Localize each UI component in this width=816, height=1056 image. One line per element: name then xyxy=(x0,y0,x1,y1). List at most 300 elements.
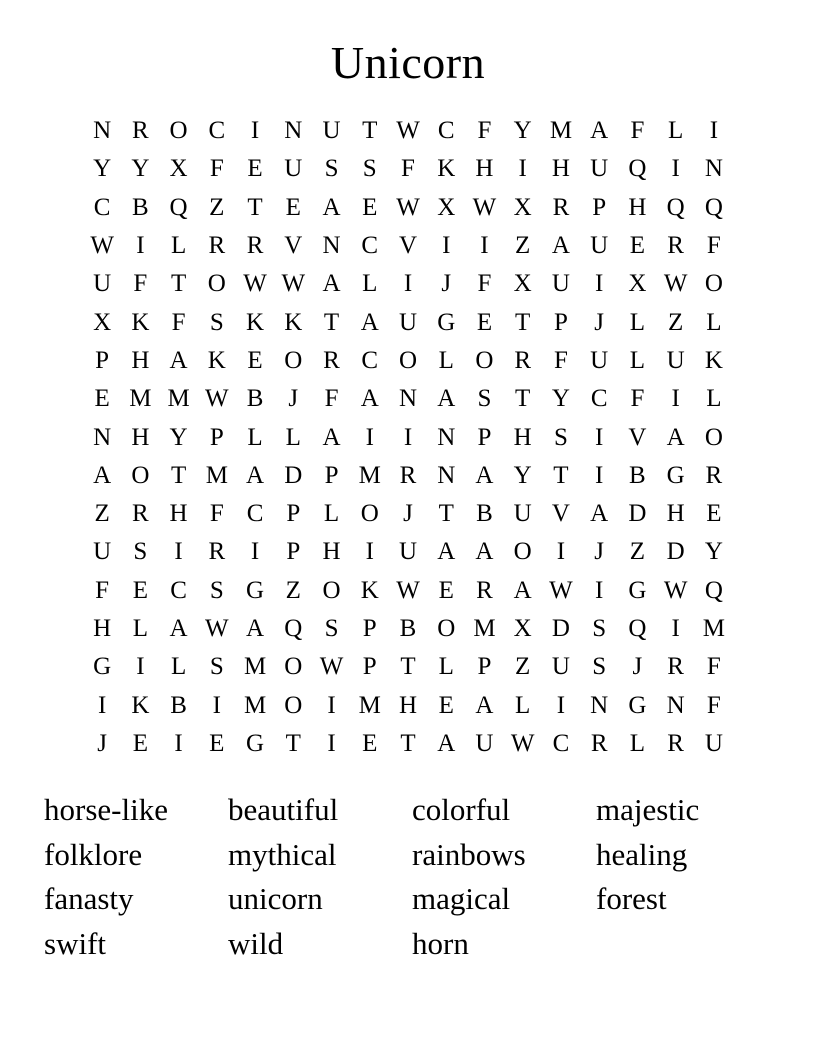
grid-letter: P xyxy=(286,500,301,528)
grid-letter: R xyxy=(399,461,417,489)
grid-letter: F xyxy=(209,155,224,183)
grid-letter: W xyxy=(205,615,229,642)
grid-letter: E xyxy=(285,193,301,221)
grid-letter: L xyxy=(629,729,646,757)
grid-letter: F xyxy=(209,500,224,528)
grid-letter: U xyxy=(284,155,303,183)
grid-letter: U xyxy=(704,729,723,757)
grid-letter: L xyxy=(170,653,187,681)
grid-letter: I xyxy=(556,538,566,566)
grid-letter: C xyxy=(590,385,608,413)
grid-letter: Y xyxy=(169,423,188,451)
grid-letter: O xyxy=(398,346,418,374)
grid-letter: J xyxy=(97,729,107,757)
grid-letter: R xyxy=(667,232,684,260)
grid-letter: L xyxy=(706,308,722,336)
grid-letter: Q xyxy=(666,193,685,221)
grid-letter: P xyxy=(362,653,377,681)
grid-letter: S xyxy=(477,385,492,413)
grid-letter: A xyxy=(246,461,265,489)
grid-letter: K xyxy=(437,155,456,183)
grid-letter: B xyxy=(170,691,187,719)
grid-letter: A xyxy=(322,270,341,298)
grid-letter: G xyxy=(246,729,265,757)
word-item: colorful xyxy=(412,792,511,828)
grid-letter: T xyxy=(170,461,187,489)
grid-letter: B xyxy=(246,385,264,413)
grid-letter: C xyxy=(246,500,264,528)
puzzle-title: Unicorn xyxy=(330,37,486,88)
grid-letter: E xyxy=(476,308,493,336)
word-list xyxy=(44,788,816,966)
grid-letter: C xyxy=(93,193,111,221)
word-item: healing xyxy=(596,836,688,872)
grid-letter: H xyxy=(131,423,150,451)
grid-letter: I xyxy=(709,117,719,145)
grid-letter: L xyxy=(667,117,684,145)
grid-letter: V xyxy=(551,500,570,528)
grid-letter: N xyxy=(666,691,685,719)
grid-letter: Z xyxy=(515,653,531,681)
grid-letter: O xyxy=(322,576,341,604)
grid-letter: X xyxy=(169,155,188,183)
grid-letter: M xyxy=(243,653,267,681)
grid-letter: E xyxy=(132,729,148,757)
grid-letter: W xyxy=(510,729,535,757)
grid-letter: H xyxy=(169,500,188,528)
grid-letter: Y xyxy=(704,538,723,566)
grid-letter: S xyxy=(209,576,224,604)
grid-letter: M xyxy=(702,615,725,642)
grid-letter: I xyxy=(174,729,183,757)
grid-letter: D xyxy=(551,615,570,642)
grid-letter: U xyxy=(475,729,494,757)
grid-letter: M xyxy=(167,385,190,413)
grid-letter: L xyxy=(706,385,722,413)
grid-letter: I xyxy=(403,423,413,451)
grid-letter: I xyxy=(365,538,374,566)
grid-letter: W xyxy=(663,576,688,604)
grid-letter: P xyxy=(592,193,607,221)
grid-letter: M xyxy=(473,615,496,642)
grid-letter: U xyxy=(590,232,609,260)
grid-letter: U xyxy=(551,270,570,298)
grid-letter: W xyxy=(243,270,267,298)
grid-letter: W xyxy=(396,117,420,145)
grid-letter: X xyxy=(628,270,647,298)
grid-letter: Z xyxy=(667,308,684,336)
word-item: magical xyxy=(412,881,511,917)
grid-letter: G xyxy=(93,653,112,681)
grid-letter: N xyxy=(93,117,112,145)
grid-letter: Y xyxy=(513,117,532,145)
grid-letter: I xyxy=(671,385,680,413)
grid-letter: L xyxy=(323,500,340,528)
grid-letter: S xyxy=(592,615,607,642)
grid-letter: T xyxy=(553,461,569,489)
grid-letter: W xyxy=(319,653,344,681)
grid-letter: Q xyxy=(284,615,303,642)
grid-letter: F xyxy=(630,385,645,413)
grid-letter: D xyxy=(666,538,685,566)
grid-letter: U xyxy=(93,270,112,298)
grid-letter: A xyxy=(437,538,456,566)
grid-letter: R xyxy=(552,193,570,221)
grid-letter: L xyxy=(247,423,263,451)
grid-letter: E xyxy=(247,346,263,374)
grid-letter: O xyxy=(284,346,303,374)
grid-letter: M xyxy=(129,385,152,413)
grid-letter: H xyxy=(322,538,341,566)
grid-letter: U xyxy=(398,538,418,566)
grid-letter: R xyxy=(132,500,149,528)
grid-letter: R xyxy=(590,729,608,757)
grid-letter: A xyxy=(437,385,456,413)
grid-letter: F xyxy=(171,308,186,336)
grid-letter: L xyxy=(170,232,187,260)
grid-letter: Q xyxy=(704,576,723,604)
grid-letter: P xyxy=(553,308,568,336)
grid-letter: A xyxy=(475,691,494,719)
grid-letter: Z xyxy=(285,576,301,604)
grid-letter: D xyxy=(628,500,647,528)
grid-letter: I xyxy=(212,691,221,719)
word-item: horse-like xyxy=(44,792,168,828)
grid-letter: C xyxy=(361,232,379,260)
grid-letter: H xyxy=(551,155,570,183)
grid-letter: M xyxy=(358,461,381,489)
grid-letter: H xyxy=(628,193,647,221)
grid-letter: J xyxy=(594,538,605,566)
grid-letter: N xyxy=(284,117,303,145)
grid-letter: A xyxy=(93,461,112,489)
grid-letter: W xyxy=(205,385,229,413)
grid-letter: W xyxy=(549,576,573,604)
grid-letter: R xyxy=(208,232,226,260)
grid-letter: R xyxy=(476,576,493,604)
grid-letter: T xyxy=(400,653,416,681)
grid-letter: R xyxy=(246,232,264,260)
grid-letter: L xyxy=(515,691,531,719)
grid-letter: B xyxy=(476,500,493,528)
grid-letter: X xyxy=(93,308,112,336)
grid-letter: B xyxy=(132,193,149,221)
grid-letter: S xyxy=(324,615,339,642)
grid-letter: N xyxy=(437,423,456,451)
grid-letter: F xyxy=(324,385,339,413)
grid-letter: Q xyxy=(628,155,647,183)
grid-letter: I xyxy=(365,423,374,451)
grid-letter: I xyxy=(595,576,604,604)
grid-letter: I xyxy=(136,232,145,260)
grid-letter: Z xyxy=(94,500,110,528)
grid-letter: E xyxy=(209,729,225,757)
word-item: unicorn xyxy=(228,881,323,917)
grid-letter: O xyxy=(513,538,532,566)
grid-letter: E xyxy=(94,385,110,413)
grid-letter: E xyxy=(706,500,722,528)
grid-letter: L xyxy=(362,270,378,298)
grid-letter: T xyxy=(400,729,416,757)
grid-letter: K xyxy=(131,308,150,336)
grid-letter: I xyxy=(403,270,413,298)
grid-letter: W xyxy=(472,193,497,221)
word-item: wild xyxy=(228,925,284,961)
grid-letter: O xyxy=(284,691,303,719)
grid-letter: C xyxy=(552,729,570,757)
grid-letter: U xyxy=(322,117,341,145)
grid-letter: T xyxy=(515,385,531,413)
word-item: mythical xyxy=(228,836,337,872)
grid-letter: J xyxy=(594,308,605,336)
grid-letter: A xyxy=(360,308,379,336)
grid-letter: T xyxy=(362,117,378,145)
grid-letter: S xyxy=(592,653,607,681)
grid-letter: W xyxy=(396,193,420,221)
grid-letter: T xyxy=(170,270,187,298)
grid-letter: A xyxy=(322,193,341,221)
grid-letter: F xyxy=(477,117,492,145)
grid-letter: Y xyxy=(513,461,532,489)
grid-letter: U xyxy=(398,308,418,336)
word-item: forest xyxy=(596,881,667,917)
grid-letter: E xyxy=(438,576,454,604)
grid-letter: J xyxy=(441,270,452,298)
grid-letter: I xyxy=(671,615,680,642)
grid-letter: U xyxy=(513,500,532,528)
grid-letter: Z xyxy=(629,538,646,566)
grid-letter: W xyxy=(90,232,114,260)
grid-letter: O xyxy=(207,270,226,298)
grid-letter: V xyxy=(628,423,647,451)
grid-letter: O xyxy=(437,615,456,642)
word-item: beautiful xyxy=(228,792,339,828)
grid-letter: E xyxy=(629,232,646,260)
grid-letter: K xyxy=(284,308,303,336)
grid-letter: C xyxy=(361,346,379,374)
grid-letter: P xyxy=(209,423,224,451)
grid-letter: A xyxy=(551,232,570,260)
grid-letter: A xyxy=(590,500,609,528)
grid-letter: F xyxy=(477,270,492,298)
grid-letter: I xyxy=(480,232,489,260)
grid-letter: C xyxy=(437,117,455,145)
grid-letter: N xyxy=(93,423,112,451)
grid-letter: I xyxy=(250,117,260,145)
grid-letter: R xyxy=(705,461,723,489)
grid-letter: P xyxy=(95,346,110,374)
grid-letter: F xyxy=(95,576,110,604)
grid-letter: I xyxy=(595,461,604,489)
grid-letter: O xyxy=(475,346,494,374)
grid-letter: W xyxy=(396,576,420,604)
grid-letter: F xyxy=(401,155,415,183)
grid-letter: T xyxy=(247,193,263,221)
grid-letter: Z xyxy=(515,232,531,260)
grid-letter: I xyxy=(595,423,604,451)
grid-letter: Q xyxy=(628,615,647,642)
grid-letter: P xyxy=(477,653,492,681)
word-item: majestic xyxy=(596,792,700,828)
grid-letter: N xyxy=(704,155,723,183)
grid-letter: T xyxy=(323,308,340,336)
grid-letter: E xyxy=(362,193,378,221)
grid-letter: M xyxy=(243,691,267,719)
grid-letter: X xyxy=(513,193,532,221)
grid-letter: Y xyxy=(131,155,150,183)
grid-letter: W xyxy=(281,270,306,298)
grid-letter: F xyxy=(133,270,148,298)
grid-letter: F xyxy=(706,653,721,681)
word-item: swift xyxy=(44,925,106,961)
grid-letter: A xyxy=(360,385,379,413)
grid-letter: R xyxy=(132,117,149,145)
grid-letter: P xyxy=(286,538,301,566)
grid-letter: K xyxy=(246,308,265,336)
grid-letter: G xyxy=(628,691,647,719)
grid-letter: A xyxy=(513,576,532,604)
grid-letter: E xyxy=(438,691,454,719)
grid-letter: G xyxy=(246,576,265,604)
grid-letter: I xyxy=(250,538,260,566)
grid-letter: O xyxy=(360,500,379,528)
grid-letter: S xyxy=(133,538,148,566)
grid-letter: N xyxy=(590,691,609,719)
word-item: rainbows xyxy=(412,836,526,872)
grid-letter: A xyxy=(169,346,188,374)
grid-letter: T xyxy=(438,500,454,528)
grid-letter: I xyxy=(556,691,566,719)
grid-letter: S xyxy=(209,308,224,336)
grid-letter: A xyxy=(475,461,494,489)
grid-letter: J xyxy=(632,653,643,681)
grid-letter: A xyxy=(322,423,341,451)
grid-letter: A xyxy=(437,729,456,757)
grid-letter: B xyxy=(399,615,417,642)
grid-letter: Y xyxy=(93,155,112,183)
grid-letter: X xyxy=(437,193,456,221)
grid-letter: R xyxy=(323,346,340,374)
grid-letter: I xyxy=(97,691,107,719)
grid-letter: Q xyxy=(704,193,723,221)
grid-letter: Y xyxy=(551,385,570,413)
grid-letter: L xyxy=(629,346,646,374)
grid-letter: K xyxy=(131,691,150,719)
grid-letter: J xyxy=(403,500,413,528)
grid-letter: K xyxy=(360,576,379,604)
grid-letter: L xyxy=(438,653,454,681)
grid-letter: V xyxy=(398,232,418,260)
grid-letter: O xyxy=(169,117,188,145)
grid-letter: H xyxy=(475,155,494,183)
grid-letter: T xyxy=(285,729,301,757)
grid-letter: H xyxy=(131,346,150,374)
grid-letter: I xyxy=(327,691,336,719)
grid-letter: H xyxy=(513,423,532,451)
grid-letter: M xyxy=(205,461,228,489)
grid-letter: U xyxy=(551,653,570,681)
grid-letter: U xyxy=(590,155,609,183)
grid-letter: P xyxy=(477,423,492,451)
grid-letter: T xyxy=(515,308,531,336)
grid-letter: I xyxy=(327,729,336,757)
grid-letter: M xyxy=(549,117,573,145)
grid-letter: H xyxy=(666,500,685,528)
letter-grid xyxy=(83,112,733,763)
grid-letter: E xyxy=(247,155,263,183)
grid-letter: I xyxy=(518,155,527,183)
grid-letter: L xyxy=(285,423,301,451)
grid-letter: S xyxy=(553,423,568,451)
grid-letter: G xyxy=(437,308,456,336)
grid-letter: U xyxy=(590,346,609,374)
grid-letter: F xyxy=(630,117,645,145)
grid-letter: X xyxy=(513,615,532,642)
grid-letter: A xyxy=(246,615,265,642)
grid-letter: V xyxy=(284,232,303,260)
grid-letter: S xyxy=(209,653,224,681)
grid-letter: Z xyxy=(209,193,225,221)
grid-letter: P xyxy=(324,461,339,489)
grid-letter: R xyxy=(667,729,684,757)
grid-letter: B xyxy=(629,461,646,489)
grid-letter: K xyxy=(704,346,723,374)
grid-letter: G xyxy=(628,576,647,604)
grid-letter: H xyxy=(398,691,418,719)
word-item: horn xyxy=(412,925,469,961)
grid-letter: R xyxy=(514,346,532,374)
word-item: folklore xyxy=(44,836,143,872)
word-item: fanasty xyxy=(44,881,134,917)
grid-letter: G xyxy=(666,461,685,489)
grid-letter: S xyxy=(324,155,339,183)
grid-letter: I xyxy=(174,538,183,566)
grid-letter: A xyxy=(475,538,494,566)
grid-letter: X xyxy=(513,270,532,298)
grid-letter: C xyxy=(208,117,226,145)
grid-letter: I xyxy=(442,232,451,260)
grid-letter: I xyxy=(136,653,145,681)
grid-letter: W xyxy=(663,270,688,298)
grid-letter: A xyxy=(590,117,609,145)
grid-letter: H xyxy=(93,615,112,642)
grid-letter: U xyxy=(93,538,112,566)
grid-letter: L xyxy=(438,346,454,374)
grid-letter: J xyxy=(288,385,299,413)
grid-letter: I xyxy=(595,270,604,298)
grid-letter: E xyxy=(362,729,378,757)
grid-letter: I xyxy=(671,155,680,183)
grid-letter: C xyxy=(170,576,187,604)
grid-letter: Q xyxy=(169,193,188,221)
grid-letter: M xyxy=(358,691,381,719)
grid-letter: K xyxy=(207,346,226,374)
grid-letter: U xyxy=(666,346,685,374)
grid-letter: L xyxy=(132,615,148,642)
grid-letter: E xyxy=(132,576,148,604)
grid-letter: S xyxy=(362,155,377,183)
grid-letter: R xyxy=(208,538,226,566)
grid-letter: N xyxy=(322,232,341,260)
grid-letter: F xyxy=(706,232,721,260)
grid-letter: F xyxy=(706,691,721,719)
grid-letter: N xyxy=(398,385,418,413)
grid-letter: A xyxy=(666,423,685,451)
grid-letter: O xyxy=(704,270,723,298)
grid-letter: F xyxy=(553,346,568,374)
grid-letter: N xyxy=(437,461,456,489)
grid-letter: O xyxy=(284,653,303,681)
